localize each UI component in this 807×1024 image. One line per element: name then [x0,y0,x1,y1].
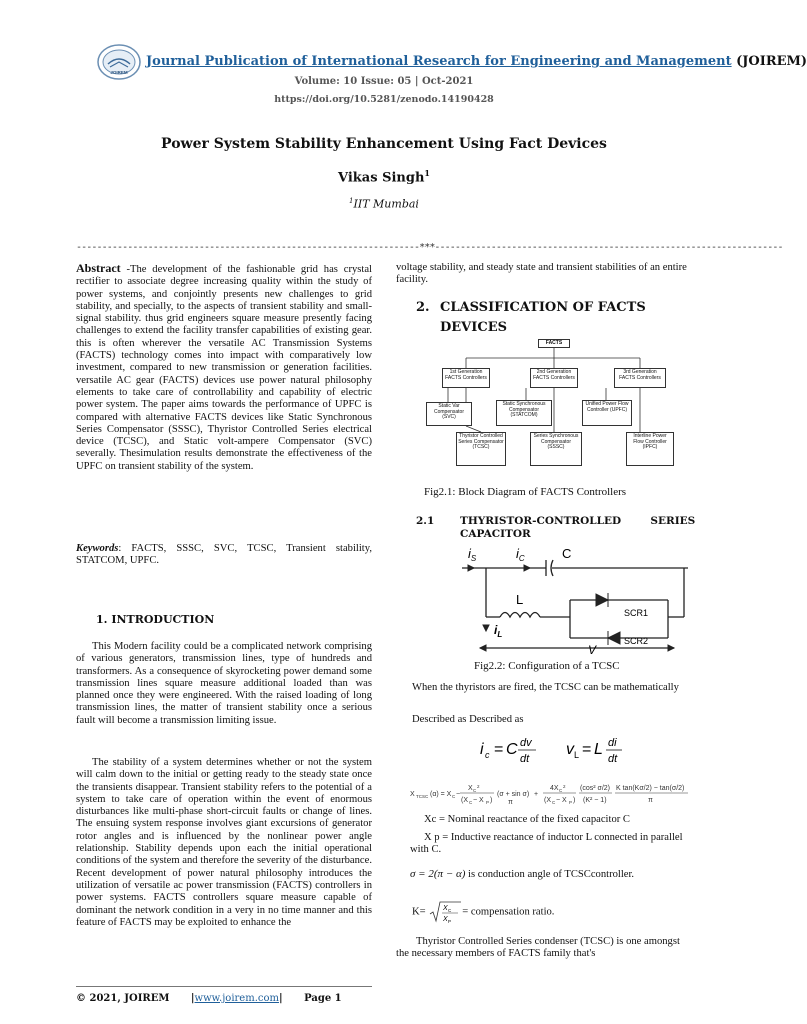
affiliation-sup: 1 [349,197,354,205]
svg-text:dv: dv [520,737,532,749]
svg-text:C: C [473,788,477,793]
svc-box: Static Var Compensator (SVC) [426,402,472,426]
subsection-2-1-line1: THYRISTOR-CONTROLLED SERIES [460,515,696,527]
capacitor-label: C [562,546,572,561]
svg-text:C: C [559,788,563,793]
svg-text:X: X [443,916,448,923]
svg-text:K tan(Kσ/2) − tan(σ/2): K tan(Kσ/2) − tan(σ/2) [616,785,685,792]
journal-abbr: (JOIREM) [736,54,807,69]
abstract [76,262,372,473]
svg-text:(σ + sin σ): (σ + sin σ) [497,791,530,798]
svg-text:P: P [569,800,573,805]
svg-text:C: C [506,741,518,758]
svg-text:X: X [468,785,473,792]
svg-text:− X: − X [473,797,484,804]
footer-page: Page 1 [304,993,342,1004]
compensation-ratio [412,900,554,924]
doi[interactable]: https://doi.org/10.5281/zenodo.14190428 [274,94,494,105]
svg-text:+: + [534,791,539,798]
svg-text:c: c [485,750,490,760]
svg-text:L: L [574,750,580,760]
intro-paragraph-2: The stability of a system determines whether or not the system will calm down to the initial or getting ready to the steady state once the transients disappear. Transient stability refers to the potential of a system to take care of operation within the event of enormous disturbances like multi-phase short-circuit faults or change of lines. The ensuing system response involves giant excursions of generator rotor angles and is influenced by the nonlinear power angle relationship. Stability depends upon each the initial operational conditions of the system and therefore the severity of the disturbance. Recent development of power natural philosophy introduces the utilization of versatile ac power transmission (FACTS) controllers in power systems. FACTS controllers square measure capable of dominant the network condition in a very in no time manner and this feature of FACTS may be exploited to enhance the [76,757,372,928]
gen3-box: 3rd Generation FACTS Controllers [614,368,666,388]
tcsc-paragraph: Thyristor Controlled Series condenser (TCSC) is one amongst the necessary members of FACTS family that's [396,936,680,960]
sigma-definition [410,868,634,881]
author-line [0,168,768,185]
svg-text:2: 2 [477,784,480,789]
svg-text:=: = [582,741,592,758]
footer-rule [76,986,372,987]
upfc-box: Unified Power Flow Controller (UPFC) [582,400,632,426]
ipfc-box: Interline Power Flow Controller (IPFC) [626,432,674,466]
svg-text:X: X [410,791,415,798]
svg-text:(X: (X [461,797,468,804]
xc-definition: Xc = Nominal reactance of the fixed capacitor C [424,814,630,825]
facts-block-diagram [426,338,690,472]
keywords-text: : FACTS, SSSC, SVC, TCSC, Transient stability, STATCOM, UPFC. [76,543,372,567]
k-sqrt-expression [428,900,462,924]
svg-text:L: L [594,741,603,758]
described-as: Described as Described as [412,714,524,725]
gen2-box: 2nd Generation FACTS Controllers [530,368,578,388]
volume-issue: Volume: 10 Issue: 05 | Oct-2021 [294,76,474,87]
fig2-1-caption: Fig2.1: Block Diagram of FACTS Controllers [424,486,627,498]
svg-text:dt: dt [608,753,618,765]
svg-text:4X: 4X [550,785,559,792]
svg-text:−: − [456,791,461,798]
svg-text:P: P [486,800,490,805]
facts-root-box: FACTS [538,339,570,348]
sigma-text: is conduction angle of TCSCcontroller. [465,869,635,880]
author-sup: 1 [424,168,430,178]
il-label: $i_L$ [494,623,503,639]
intro-paragraph-1: This Modern facility could be a complicated network comprising of various generators, transmission lines, type of hundreds and transformers. As a consequence of skyrocketing power demand some transmission lines square measure additional loaded than was planned once they were engineered. With the raised loading of long transmission lines, the matter of transient stability once a serious fault will become a transmission limiting issue. [76,641,372,726]
tcsc-box: Thyristor Controlled Series Compensator (TCSC) [456,432,506,466]
section2-heading-line2: DEVICES [440,320,507,335]
svg-text:C: C [469,800,473,805]
subsection-2-1-line2: CAPACITOR [460,528,531,540]
voltage-label: V [588,643,597,657]
section2-heading-number: 2. [416,300,430,315]
paper-title: Power System Stability Enhancement Using Fact Devices [161,136,607,152]
svg-text:π: π [508,799,513,806]
keywords [76,543,372,568]
scr1-label: SCR1 [624,608,649,618]
svg-text:(α) = X: (α) = X [430,791,452,798]
gen1-box: 1st Generation FACTS Controllers [442,368,490,388]
subsection-2-1-number: 2.1 [416,515,435,527]
right-continuation: voltage stability, and steady state and transient stabilities of an entire facility. [396,262,687,286]
svg-text:i: i [480,741,484,758]
fig2-2-caption: Fig2.2: Configuration of a TCSC [474,660,620,672]
svg-text:C: C [448,908,452,913]
svg-text:): ) [490,797,493,804]
section2-heading-line1: CLASSIFICATION OF FACTS [440,300,646,315]
fired-paragraph: When the thyristors are fired, the TCSC can be mathematically [412,682,679,693]
abstract-label: Abstract [76,261,121,275]
journal-title-link[interactable]: Journal Publication of International Research for Engineering and Management [146,54,732,69]
svg-text:π: π [648,797,653,804]
footer: © 2021, JOIREM |www.joirem.com| Page 1 [76,993,342,1004]
tcsc-circuit-diagram [460,542,690,656]
statcom-box: Static Synchronous Compensator (STATCOM) [496,400,552,426]
svg-text:di: di [608,737,617,749]
tcsc-equations [470,734,670,768]
footer-copyright: © 2021, JOIREM [76,993,170,1004]
svg-text:C: C [552,800,556,805]
svg-text:dt: dt [520,753,530,765]
svg-text:TCSC: TCSC [416,794,429,799]
abstract-text: -The development of the fashionable grid has crystal rectifier to associate degree increasing quality within the study of power systems, and conjointly presents new challenges to grid stability, and specially, to the aspects of transient stability and small-signal stability. thus grid engineers square measure presently facing challenges to extend the facility transfer capabilities of existing gear. this is often wherever the versatile AC Transmission Systems (FACTS) technology comes into impact with comparatively low investment, compared to new transmission or generation facilities. versatile AC gear (FACTS) devices use power natural philosophy elements to take care of controllability and capability of electric power system. The paper aims towards the performance of UPFC is compared with alternative FACTS devices like Static Synchronous Series Compensator (SSSC), Thyristor Controlled Series electrical device (TCSC), and Static volt-ampere Compensator (SVC) severally. Thesimulation results demonstrate the effectiveness of the UPFC on transient stability of the system. [76,264,372,472]
svg-text:v: v [566,741,574,758]
intro-heading: 1. INTRODUCTION [96,613,215,626]
logo-text: JOIREM [110,70,128,75]
inductor-label: L [516,592,524,607]
svg-text:− X: − X [556,797,567,804]
journal-header [146,54,807,69]
svg-text:): ) [573,797,576,804]
separator-line: -------------------------------------------------------------------***-------------------------------------------------------------------- [76,242,783,253]
author-name: Vikas Singh [338,170,425,186]
ic-label: $i_C$ [516,546,525,563]
xp-definition: X p = Inductive reactance of inductor L connected in parallel with C. [410,832,683,856]
k-suffix: = compensation ratio. [462,906,555,918]
is-label: $i_S$ [468,546,477,563]
sssc-box: Series Synchronous Compensator (SSSC) [530,432,582,466]
svg-text:(X: (X [544,797,551,804]
footer-site-link[interactable]: www.joirem.com [194,993,279,1004]
k-prefix: K= [412,906,426,918]
svg-text:C: C [452,794,456,799]
svg-text:2: 2 [563,784,566,789]
svg-text:P: P [448,919,452,924]
scr2-label: SCR2 [624,636,649,646]
svg-text:X: X [443,905,448,912]
sigma-expression: σ = 2(π − α) [410,868,466,880]
svg-text:=: = [494,741,504,758]
svg-text:(cos² σ/2): (cos² σ/2) [580,785,610,792]
affiliation-line [0,197,768,211]
affiliation: IIT Mumbai [353,197,419,211]
keywords-label: Keywords [76,543,119,554]
svg-text:(K² − 1): (K² − 1) [583,797,607,804]
xtcsc-equation [410,780,690,808]
